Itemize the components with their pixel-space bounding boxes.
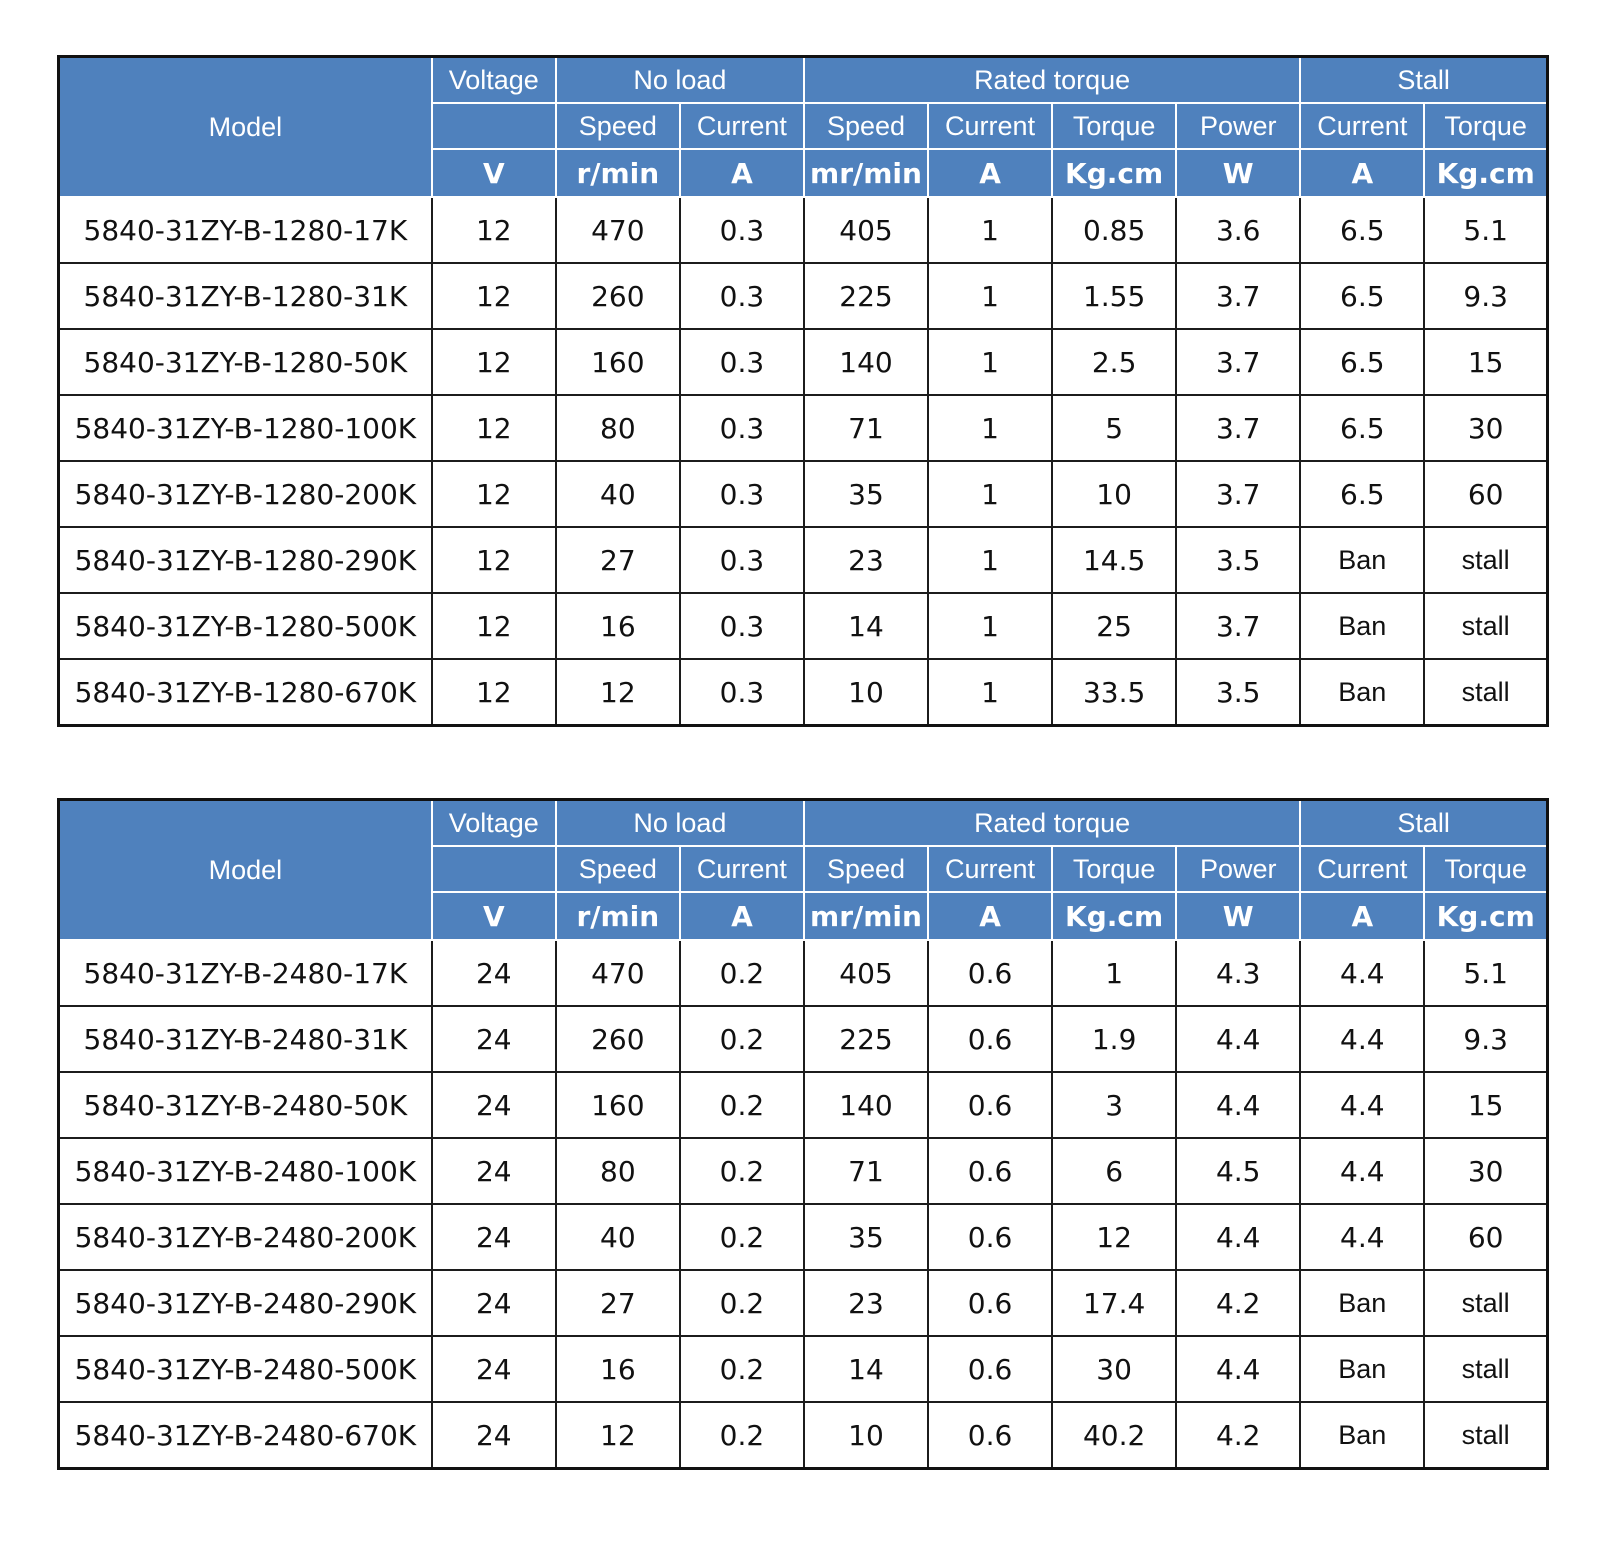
unit-no-load-speed: r/min <box>556 892 680 940</box>
no-load-header: No load <box>556 800 804 847</box>
cell-voltage: 24 <box>432 1006 556 1072</box>
subheader-stall-torque: Torque <box>1424 846 1547 892</box>
cell-stall-current: 6.5 <box>1300 263 1424 329</box>
cell-stall-current: 4.4 <box>1300 1204 1424 1270</box>
cell-rated-current: 1 <box>928 197 1052 263</box>
cell-model: 5840-31ZY-B-2480-100K <box>59 1138 432 1204</box>
table-row <box>59 1336 1548 1402</box>
cell-voltage: 12 <box>432 527 556 593</box>
cell-no-load-current: 0.2 <box>680 1006 804 1072</box>
cell-rated-power: 3.7 <box>1176 263 1300 329</box>
subheader-rated-power: Power <box>1176 103 1300 149</box>
cell-voltage: 12 <box>432 263 556 329</box>
cell-model: 5840-31ZY-B-1280-200K <box>59 461 432 527</box>
voltage-header: Voltage <box>432 800 556 847</box>
cell-no-load-speed: 80 <box>556 395 680 461</box>
cell-rated-speed: 405 <box>804 940 928 1006</box>
cell-rated-speed: 225 <box>804 1006 928 1072</box>
cell-model: 5840-31ZY-B-2480-670K <box>59 1402 432 1469</box>
cell-stall-current: 6.5 <box>1300 461 1424 527</box>
subheader-rated-speed: Speed <box>804 846 928 892</box>
cell-no-load-current: 0.2 <box>680 1072 804 1138</box>
cell-rated-torque: 2.5 <box>1052 329 1176 395</box>
table-row <box>59 593 1548 659</box>
cell-rated-power: 4.2 <box>1176 1402 1300 1469</box>
subheader-rated-torque: Torque <box>1052 846 1176 892</box>
unit-rated-current: A <box>928 149 1052 197</box>
unit-voltage: V <box>432 149 556 197</box>
cell-no-load-speed: 27 <box>556 1270 680 1336</box>
cell-stall-current: 4.4 <box>1300 1006 1424 1072</box>
cell-no-load-speed: 260 <box>556 1006 680 1072</box>
cell-no-load-speed: 16 <box>556 1336 680 1402</box>
cell-stall-torque: 30 <box>1424 395 1547 461</box>
cell-stall-torque: 5.1 <box>1424 940 1547 1006</box>
cell-rated-current: 0.6 <box>928 1336 1052 1402</box>
cell-no-load-speed: 12 <box>556 659 680 726</box>
cell-stall-current: 4.4 <box>1300 1072 1424 1138</box>
unit-stall-torque: Kg.cm <box>1424 149 1547 197</box>
cell-no-load-current: 0.3 <box>680 395 804 461</box>
unit-rated-power: W <box>1176 892 1300 940</box>
table-header <box>59 800 1548 941</box>
cell-rated-current: 1 <box>928 659 1052 726</box>
cell-no-load-current: 0.2 <box>680 1270 804 1336</box>
cell-rated-current: 0.6 <box>928 1138 1052 1204</box>
cell-rated-current: 0.6 <box>928 1204 1052 1270</box>
cell-rated-speed: 10 <box>804 1402 928 1469</box>
subheader-rated-current: Current <box>928 846 1052 892</box>
cell-rated-torque: 10 <box>1052 461 1176 527</box>
model-header: Model <box>59 57 432 198</box>
unit-rated-speed: mr/min <box>804 149 928 197</box>
cell-stall-current: 4.4 <box>1300 1138 1424 1204</box>
cell-no-load-speed: 160 <box>556 329 680 395</box>
cell-no-load-current: 0.2 <box>680 1138 804 1204</box>
cell-model: 5840-31ZY-B-2480-50K <box>59 1072 432 1138</box>
cell-voltage: 24 <box>432 1072 556 1138</box>
cell-no-load-current: 0.2 <box>680 1402 804 1469</box>
cell-rated-torque: 17.4 <box>1052 1270 1176 1336</box>
cell-stall-torque: 60 <box>1424 1204 1547 1270</box>
cell-stall-current: Ban <box>1300 659 1424 726</box>
cell-voltage: 24 <box>432 1336 556 1402</box>
subheader-no-load-speed: Speed <box>556 103 680 149</box>
cell-stall-torque: 15 <box>1424 329 1547 395</box>
unit-no-load-current: A <box>680 149 804 197</box>
spec-table-12v <box>57 55 1549 727</box>
table-row <box>59 1270 1548 1336</box>
cell-rated-power: 4.4 <box>1176 1006 1300 1072</box>
cell-stall-torque: 9.3 <box>1424 1006 1547 1072</box>
cell-rated-torque: 1 <box>1052 940 1176 1006</box>
cell-no-load-speed: 470 <box>556 940 680 1006</box>
cell-rated-speed: 35 <box>804 1204 928 1270</box>
cell-no-load-current: 0.3 <box>680 461 804 527</box>
cell-rated-power: 3.6 <box>1176 197 1300 263</box>
cell-rated-current: 1 <box>928 263 1052 329</box>
cell-voltage: 12 <box>432 461 556 527</box>
cell-rated-power: 3.7 <box>1176 329 1300 395</box>
cell-no-load-current: 0.3 <box>680 659 804 726</box>
cell-rated-torque: 6 <box>1052 1138 1176 1204</box>
cell-rated-speed: 14 <box>804 593 928 659</box>
subheader-rated-speed: Speed <box>804 103 928 149</box>
table-header <box>59 57 1548 198</box>
cell-no-load-current: 0.2 <box>680 1204 804 1270</box>
cell-stall-current: Ban <box>1300 1336 1424 1402</box>
cell-stall-current: 6.5 <box>1300 395 1424 461</box>
cell-rated-current: 0.6 <box>928 1402 1052 1469</box>
cell-rated-current: 1 <box>928 527 1052 593</box>
cell-stall-torque: stall <box>1424 1270 1547 1336</box>
stall-header: Stall <box>1300 800 1547 847</box>
cell-rated-speed: 405 <box>804 197 928 263</box>
unit-stall-current: A <box>1300 149 1424 197</box>
cell-stall-torque: stall <box>1424 1336 1547 1402</box>
cell-model: 5840-31ZY-B-1280-50K <box>59 329 432 395</box>
cell-rated-torque: 30 <box>1052 1336 1176 1402</box>
table-row <box>59 329 1548 395</box>
cell-no-load-speed: 27 <box>556 527 680 593</box>
cell-rated-torque: 25 <box>1052 593 1176 659</box>
subheader-no-load-speed: Speed <box>556 846 680 892</box>
unit-rated-power: W <box>1176 149 1300 197</box>
spec-table-24v <box>57 798 1549 1470</box>
cell-no-load-speed: 160 <box>556 1072 680 1138</box>
table-row <box>59 527 1548 593</box>
cell-voltage: 12 <box>432 593 556 659</box>
cell-rated-power: 4.4 <box>1176 1336 1300 1402</box>
table-row <box>59 395 1548 461</box>
table-row <box>59 940 1548 1006</box>
table-row <box>59 659 1548 726</box>
subheader-rated-power: Power <box>1176 846 1300 892</box>
table-row <box>59 461 1548 527</box>
cell-model: 5840-31ZY-B-1280-17K <box>59 197 432 263</box>
cell-rated-speed: 71 <box>804 1138 928 1204</box>
cell-rated-power: 3.5 <box>1176 527 1300 593</box>
cell-rated-current: 0.6 <box>928 1270 1052 1336</box>
cell-stall-torque: stall <box>1424 593 1547 659</box>
subheader-rated-torque: Torque <box>1052 103 1176 149</box>
cell-rated-power: 3.7 <box>1176 395 1300 461</box>
unit-rated-torque: Kg.cm <box>1052 149 1176 197</box>
cell-voltage: 12 <box>432 329 556 395</box>
cell-rated-current: 0.6 <box>928 1072 1052 1138</box>
cell-no-load-current: 0.3 <box>680 527 804 593</box>
cell-stall-torque: 30 <box>1424 1138 1547 1204</box>
cell-stall-torque: 9.3 <box>1424 263 1547 329</box>
cell-rated-power: 3.7 <box>1176 593 1300 659</box>
cell-stall-current: Ban <box>1300 1270 1424 1336</box>
cell-stall-current: 4.4 <box>1300 940 1424 1006</box>
cell-rated-torque: 5 <box>1052 395 1176 461</box>
cell-voltage: 12 <box>432 395 556 461</box>
rated-torque-header: Rated torque <box>804 57 1300 104</box>
cell-rated-torque: 1.9 <box>1052 1006 1176 1072</box>
cell-no-load-current: 0.3 <box>680 593 804 659</box>
cell-model: 5840-31ZY-B-2480-200K <box>59 1204 432 1270</box>
table-body <box>59 940 1548 1469</box>
no-load-header: No load <box>556 57 804 104</box>
cell-model: 5840-31ZY-B-1280-500K <box>59 593 432 659</box>
unit-rated-torque: Kg.cm <box>1052 892 1176 940</box>
cell-rated-speed: 23 <box>804 1270 928 1336</box>
cell-model: 5840-31ZY-B-1280-100K <box>59 395 432 461</box>
cell-no-load-speed: 16 <box>556 593 680 659</box>
table-row <box>59 197 1548 263</box>
cell-rated-speed: 140 <box>804 1072 928 1138</box>
unit-voltage: V <box>432 892 556 940</box>
cell-voltage: 24 <box>432 1402 556 1469</box>
cell-no-load-current: 0.2 <box>680 1336 804 1402</box>
cell-no-load-speed: 470 <box>556 197 680 263</box>
cell-stall-torque: 60 <box>1424 461 1547 527</box>
cell-rated-current: 0.6 <box>928 940 1052 1006</box>
cell-rated-torque: 40.2 <box>1052 1402 1176 1469</box>
table-row <box>59 1072 1548 1138</box>
cell-model: 5840-31ZY-B-2480-290K <box>59 1270 432 1336</box>
cell-voltage: 24 <box>432 1138 556 1204</box>
unit-no-load-current: A <box>680 892 804 940</box>
stall-header: Stall <box>1300 57 1547 104</box>
subheader-stall-current: Current <box>1300 103 1424 149</box>
table-row <box>59 1402 1548 1469</box>
cell-rated-speed: 23 <box>804 527 928 593</box>
cell-rated-power: 4.2 <box>1176 1270 1300 1336</box>
cell-rated-power: 4.4 <box>1176 1204 1300 1270</box>
cell-stall-current: Ban <box>1300 593 1424 659</box>
cell-stall-torque: stall <box>1424 527 1547 593</box>
table-row <box>59 1138 1548 1204</box>
cell-model: 5840-31ZY-B-1280-670K <box>59 659 432 726</box>
table-body <box>59 197 1548 726</box>
cell-rated-speed: 14 <box>804 1336 928 1402</box>
cell-no-load-speed: 80 <box>556 1138 680 1204</box>
subheader-stall-torque: Torque <box>1424 103 1547 149</box>
cell-rated-speed: 71 <box>804 395 928 461</box>
cell-stall-torque: stall <box>1424 659 1547 726</box>
cell-rated-speed: 140 <box>804 329 928 395</box>
cell-no-load-current: 0.2 <box>680 940 804 1006</box>
cell-rated-power: 3.7 <box>1176 461 1300 527</box>
cell-rated-current: 1 <box>928 329 1052 395</box>
cell-stall-torque: 15 <box>1424 1072 1547 1138</box>
cell-rated-current: 1 <box>928 395 1052 461</box>
table-row <box>59 263 1548 329</box>
cell-rated-torque: 0.85 <box>1052 197 1176 263</box>
cell-rated-speed: 225 <box>804 263 928 329</box>
cell-stall-current: 6.5 <box>1300 329 1424 395</box>
cell-stall-current: Ban <box>1300 1402 1424 1469</box>
cell-rated-power: 4.4 <box>1176 1072 1300 1138</box>
cell-no-load-speed: 260 <box>556 263 680 329</box>
cell-rated-current: 0.6 <box>928 1006 1052 1072</box>
cell-rated-power: 4.3 <box>1176 940 1300 1006</box>
cell-rated-torque: 33.5 <box>1052 659 1176 726</box>
cell-rated-torque: 14.5 <box>1052 527 1176 593</box>
voltage-subheader-empty <box>432 103 556 149</box>
cell-voltage: 24 <box>432 940 556 1006</box>
cell-rated-power: 3.5 <box>1176 659 1300 726</box>
cell-stall-current: Ban <box>1300 527 1424 593</box>
cell-rated-torque: 3 <box>1052 1072 1176 1138</box>
cell-rated-speed: 10 <box>804 659 928 726</box>
voltage-header: Voltage <box>432 57 556 104</box>
model-header: Model <box>59 800 432 941</box>
cell-voltage: 24 <box>432 1204 556 1270</box>
cell-voltage: 24 <box>432 1270 556 1336</box>
cell-no-load-speed: 40 <box>556 461 680 527</box>
cell-stall-torque: 5.1 <box>1424 197 1547 263</box>
cell-rated-power: 4.5 <box>1176 1138 1300 1204</box>
rated-torque-header: Rated torque <box>804 800 1300 847</box>
cell-stall-torque: stall <box>1424 1402 1547 1469</box>
cell-rated-torque: 1.55 <box>1052 263 1176 329</box>
cell-model: 5840-31ZY-B-2480-500K <box>59 1336 432 1402</box>
cell-rated-torque: 12 <box>1052 1204 1176 1270</box>
cell-no-load-speed: 40 <box>556 1204 680 1270</box>
cell-rated-speed: 35 <box>804 461 928 527</box>
subheader-stall-current: Current <box>1300 846 1424 892</box>
cell-model: 5840-31ZY-B-1280-31K <box>59 263 432 329</box>
subheader-no-load-current: Current <box>680 846 804 892</box>
unit-no-load-speed: r/min <box>556 149 680 197</box>
cell-voltage: 12 <box>432 197 556 263</box>
subheader-rated-current: Current <box>928 103 1052 149</box>
unit-rated-current: A <box>928 892 1052 940</box>
cell-rated-current: 1 <box>928 461 1052 527</box>
unit-stall-current: A <box>1300 892 1424 940</box>
cell-stall-current: 6.5 <box>1300 197 1424 263</box>
cell-rated-current: 1 <box>928 593 1052 659</box>
cell-model: 5840-31ZY-B-2480-31K <box>59 1006 432 1072</box>
table-row <box>59 1006 1548 1072</box>
cell-voltage: 12 <box>432 659 556 726</box>
subheader-no-load-current: Current <box>680 103 804 149</box>
voltage-subheader-empty <box>432 846 556 892</box>
cell-no-load-current: 0.3 <box>680 263 804 329</box>
unit-rated-speed: mr/min <box>804 892 928 940</box>
cell-no-load-speed: 12 <box>556 1402 680 1469</box>
cell-model: 5840-31ZY-B-2480-17K <box>59 940 432 1006</box>
cell-no-load-current: 0.3 <box>680 197 804 263</box>
cell-model: 5840-31ZY-B-1280-290K <box>59 527 432 593</box>
cell-no-load-current: 0.3 <box>680 329 804 395</box>
table-row <box>59 1204 1548 1270</box>
unit-stall-torque: Kg.cm <box>1424 892 1547 940</box>
